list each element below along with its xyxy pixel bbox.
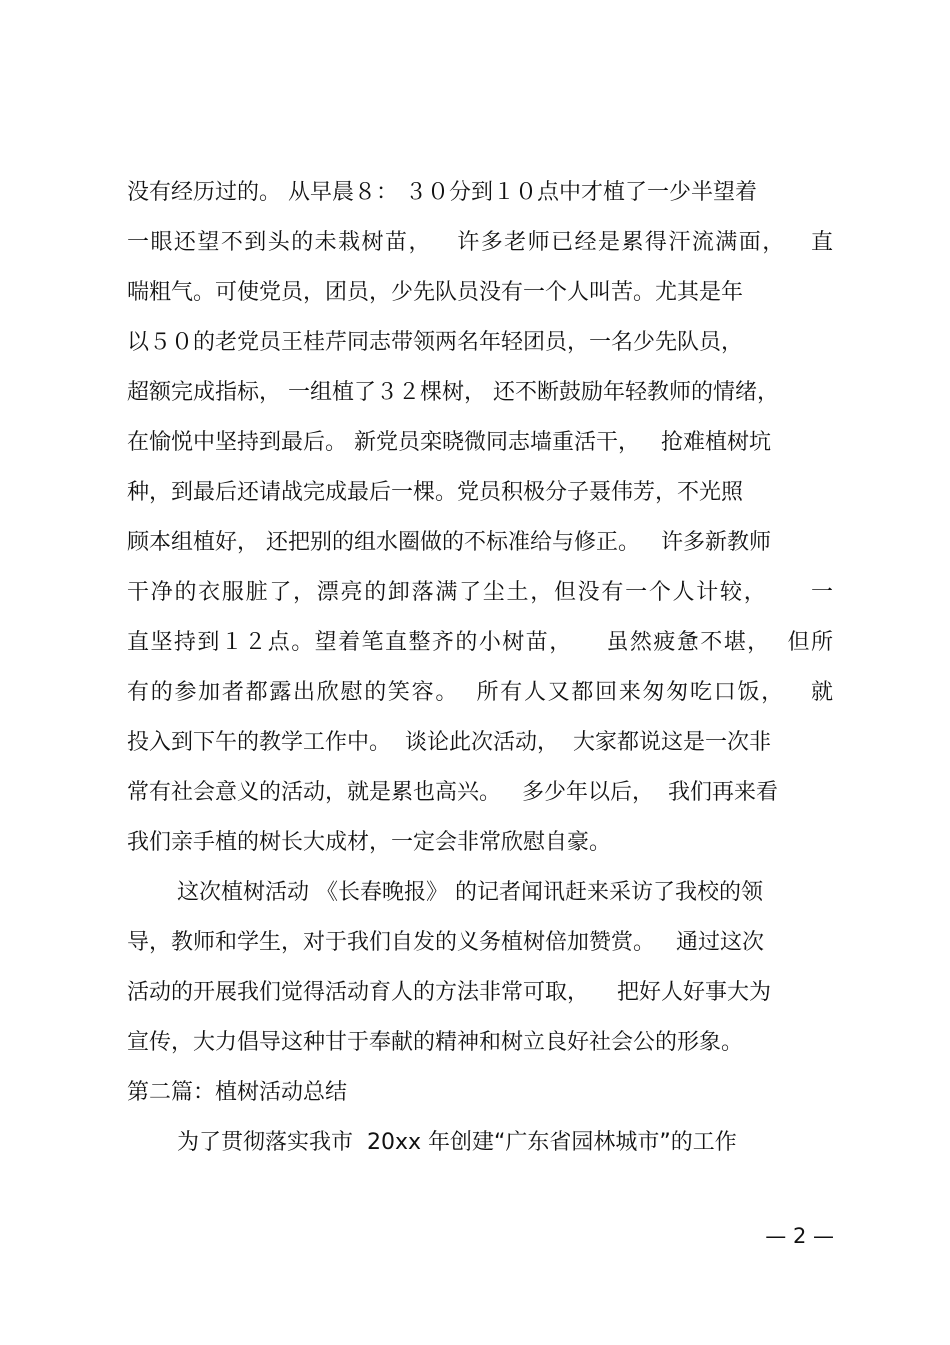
page-number: — 2 — bbox=[765, 1224, 834, 1248]
text-line: 活动的开展我们觉得活动育人的方法非常可取， 把好人好事大为 bbox=[127, 980, 771, 1005]
text-line: 没有经历过的。 从早晨８： ３０分到１０点中才植了一少半望着 bbox=[127, 180, 757, 205]
text-line: 宣传，大力倡导这种甘于奉献的精神和树立良好社会公的形象。 bbox=[127, 1030, 744, 1055]
text-line: 喘粗气。可使党员，团员，少先队员没有一个人叫苦。尤其是年 bbox=[127, 280, 744, 305]
text-line: 我们亲手植的树长大成材，一定会非常欣慰自豪。 bbox=[127, 830, 612, 855]
text-line: 这次植树活动 《长春晚报》 的记者闻讯赶来采访了我校的领 bbox=[177, 880, 763, 905]
text-line: 干净的衣服脏了，漂亮的卸落满了尘土，但没有一个人计较， 一 bbox=[127, 580, 833, 605]
section-heading: 第二篇：植树活动总结 bbox=[127, 1080, 348, 1105]
text-line: 投入到下午的教学工作中。 谈论此次活动， 大家都说这是一次非 bbox=[127, 730, 771, 755]
text-line: 种，到最后还请战完成最后一棵。党员积极分子聂伟芳，不光照 bbox=[127, 480, 744, 505]
text-line: 以５０的老党员王桂芹同志带领两名年轻团员，一名少先队员， bbox=[127, 330, 744, 355]
text-line: 常有社会意义的活动，就是累也高兴。 多少年以后， 我们再来看 bbox=[127, 780, 778, 805]
text-line: 直坚持到１２点。望着笔直整齐的小树苗， 虽然疲惫不堪， 但所 bbox=[127, 630, 833, 655]
text-line: 一眼还望不到头的未栽树苗， 许多老师已经是累得汗流满面， 直 bbox=[127, 230, 833, 255]
text-line: 为了贯彻落实我市 20xx 年创建“广东省园林城市”的工作 bbox=[177, 1130, 737, 1155]
text-line: 超额完成指标， 一组植了３２棵树， 还不断鼓励年轻教师的情绪， bbox=[127, 380, 779, 405]
text-line: 在愉悦中坚持到最后。 新党员栾晓微同志墙重活干， 抢难植树坑 bbox=[127, 430, 771, 455]
text-line: 顾本组植好， 还把别的组水圈做的不标准给与修正。 许多新教师 bbox=[127, 530, 771, 555]
text-line: 有的参加者都露出欣慰的笑容。 所有人又都回来匆匆吃口饭， 就 bbox=[127, 680, 833, 705]
text-line: 导，教师和学生，对于我们自发的义务植树倍加赞赏。 通过这次 bbox=[127, 930, 764, 955]
